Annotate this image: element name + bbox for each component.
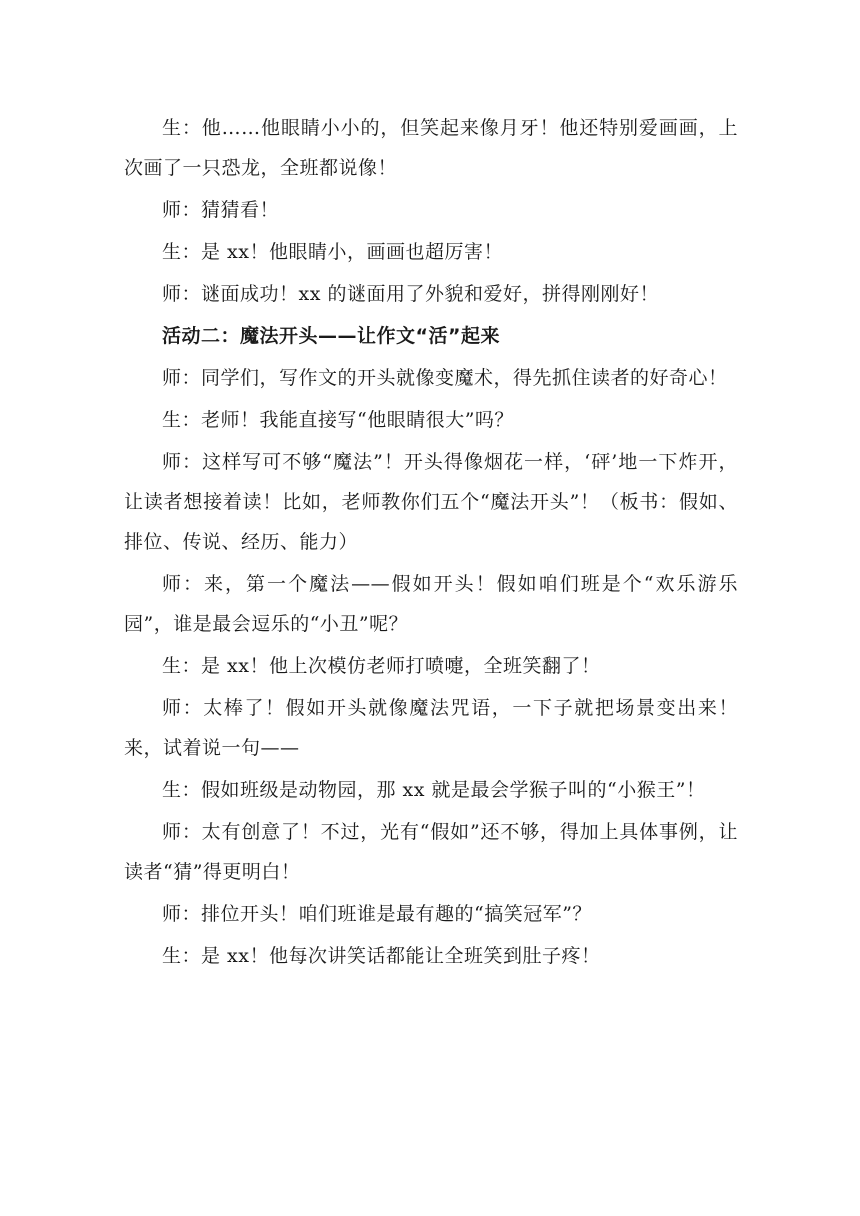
dialogue-paragraph: 师：太棒了！假如开头就像魔法咒语，一下子就把场景变出来！来，试着说一句—— bbox=[124, 697, 738, 759]
dialogue-paragraph: 师：同学们，写作文的开头就像变魔术，得先抓住读者的好奇心！ bbox=[162, 367, 728, 389]
dialogue-paragraph: 师：排位开头！咱们班谁是最有趣的“搞笑冠军”？ bbox=[162, 903, 592, 925]
dialogue-paragraph: 师：这样写可不够“魔法”！开头得像烟花一样，‘砰’地一下炸开，让读者想接着读！比如，老师教你们五个“魔法开头”！（板书：假如、排位、传说、经历、能力） bbox=[124, 451, 738, 553]
dialogue-paragraph: 师：谜面成功！xx 的谜面用了外貌和爱好，拼得刚刚好！ bbox=[162, 283, 659, 305]
dialogue-paragraph: 生：是 xx！他每次讲笑话都能让全班笑到肚子疼！ bbox=[162, 945, 601, 967]
dialogue-paragraph: 生：是 xx！他上次模仿老师打喷嚏，全班笑翻了！ bbox=[162, 655, 601, 677]
dialogue-paragraph: 师：来，第一个魔法——假如开头！假如咱们班是个“欢乐游乐园”，谁是最会逗乐的“小丑”呢？ bbox=[124, 573, 738, 635]
section-heading: 活动二：魔法开头——让作文“活”起来 bbox=[162, 325, 500, 347]
dialogue-paragraph: 生：他……他眼睛小小的，但笑起来像月牙！他还特别爱画画，上次画了一只恐龙，全班都说像！ bbox=[124, 117, 738, 179]
dialogue-paragraph: 师：太有创意了！不过，光有“假如”还不够，得加上具体事例，让读者“猜”得更明白！ bbox=[124, 821, 738, 883]
dialogue-paragraph: 生：是 xx！他眼睛小，画画也超厉害！ bbox=[162, 241, 503, 263]
dialogue-paragraph: 生：老师！我能直接写“他眼睛很大”吗？ bbox=[162, 409, 514, 431]
document-body bbox=[124, 108, 738, 978]
dialogue-paragraph: 师：猜猜看！ bbox=[162, 199, 280, 221]
dialogue-paragraph: 生：假如班级是动物园，那 xx 就是最会学猴子叫的“小猴王”！ bbox=[162, 779, 706, 801]
